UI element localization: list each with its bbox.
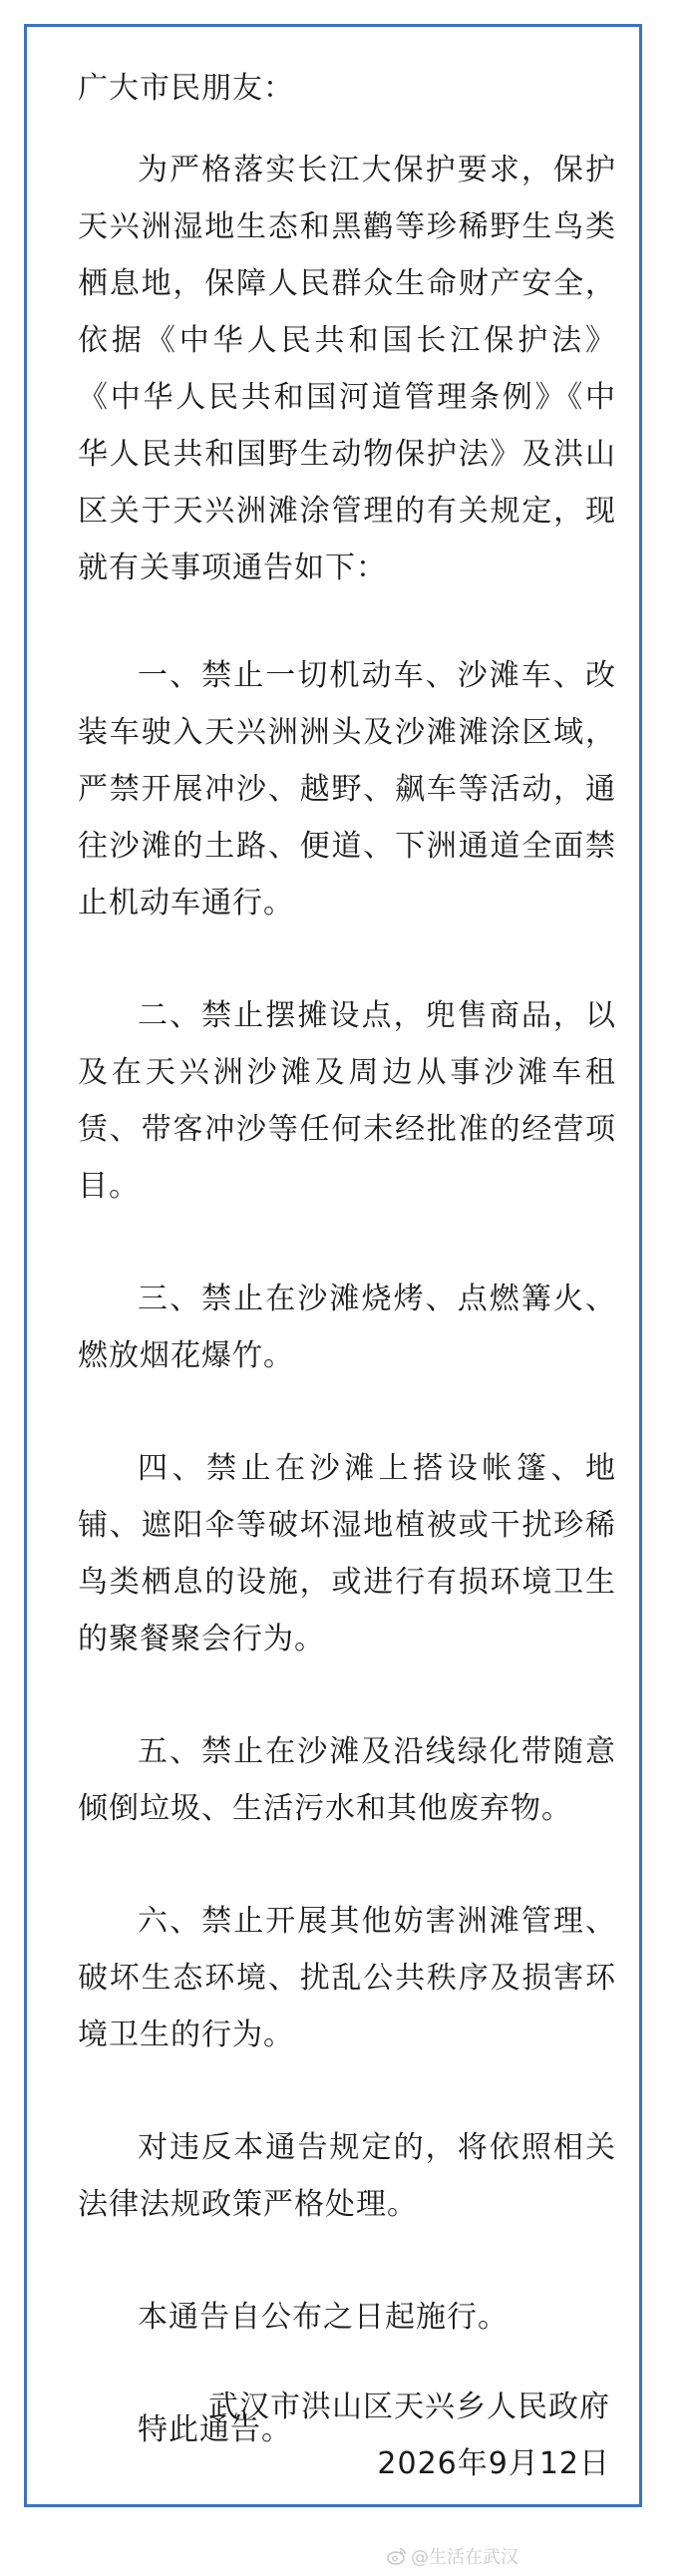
signature-date: 2026年9月12日 <box>377 2446 610 2481</box>
watermark-text: @生活在武汉 <box>411 2547 518 2568</box>
notice-paragraph-item-1: 一、禁止一切机动车、沙滩车、改装车驶入天兴洲洲头及沙滩滩涂区域，严禁开展冲沙、越野、飙车等活动，通往沙滩的土路、便道、下洲通道全面禁止机动车通行。 <box>78 658 616 920</box>
weibo-icon <box>387 2547 407 2565</box>
watermark <box>387 2543 518 2569</box>
notice-paragraph-intro: 为严格落实长江大保护要求，保护天兴洲湿地生态和黑鹳等珍稀野生鸟类栖息地，保障人民群众生命财产安全，依据《中华人民共和国长江保护法》《中华人民共和国河道管理条例》《中华人民共和国野生动物保护法》及洪山区关于天兴洲滩涂管理的有关规定，现就有关事项通告如下： <box>78 153 616 585</box>
notice-paragraph-penalty: 对违反本通告规定的，将依照相关法律法规政策严格处理。 <box>78 2130 616 2222</box>
notice-body <box>78 60 616 2514</box>
notice-paragraph-effective: 本通告自公布之日起施行。 <box>138 2300 509 2335</box>
notice-paragraph-item-2: 二、禁止摆摊设点，兜售商品，以及在天兴洲沙滩及周边从事沙滩车租赁、带客冲沙等任何未经批准的经营项目。 <box>78 998 616 1204</box>
notice-paragraph-closing: 特此通告。 <box>138 2412 292 2447</box>
notice-signature <box>208 2379 610 2492</box>
notice-paragraph-item-3: 三、禁止在沙滩烧烤、点燃篝火、燃放烟花爆竹。 <box>78 1282 616 1373</box>
notice-paragraph-item-5: 五、禁止在沙滩及沿线绿化带随意倾倒垃圾、生活污水和其他废弃物。 <box>78 1734 616 1826</box>
notice-paragraph-item-4: 四、禁止在沙滩上搭设帐篷、地铺、遮阳伞等破坏湿地植被或干扰珍稀鸟类栖息的设施，或进行有损环境卫生的聚餐聚会行为。 <box>78 1451 616 1656</box>
signature-issuer: 武汉市洪山区天兴乡人民政府 <box>208 2390 610 2424</box>
notice-greeting: 广大市民朋友： <box>78 71 294 106</box>
notice-paragraph-item-6: 六、禁止开展其他妨害洲滩管理、破坏生态环境、扰乱公共秩序及损害环境卫生的行为。 <box>78 1904 616 2052</box>
